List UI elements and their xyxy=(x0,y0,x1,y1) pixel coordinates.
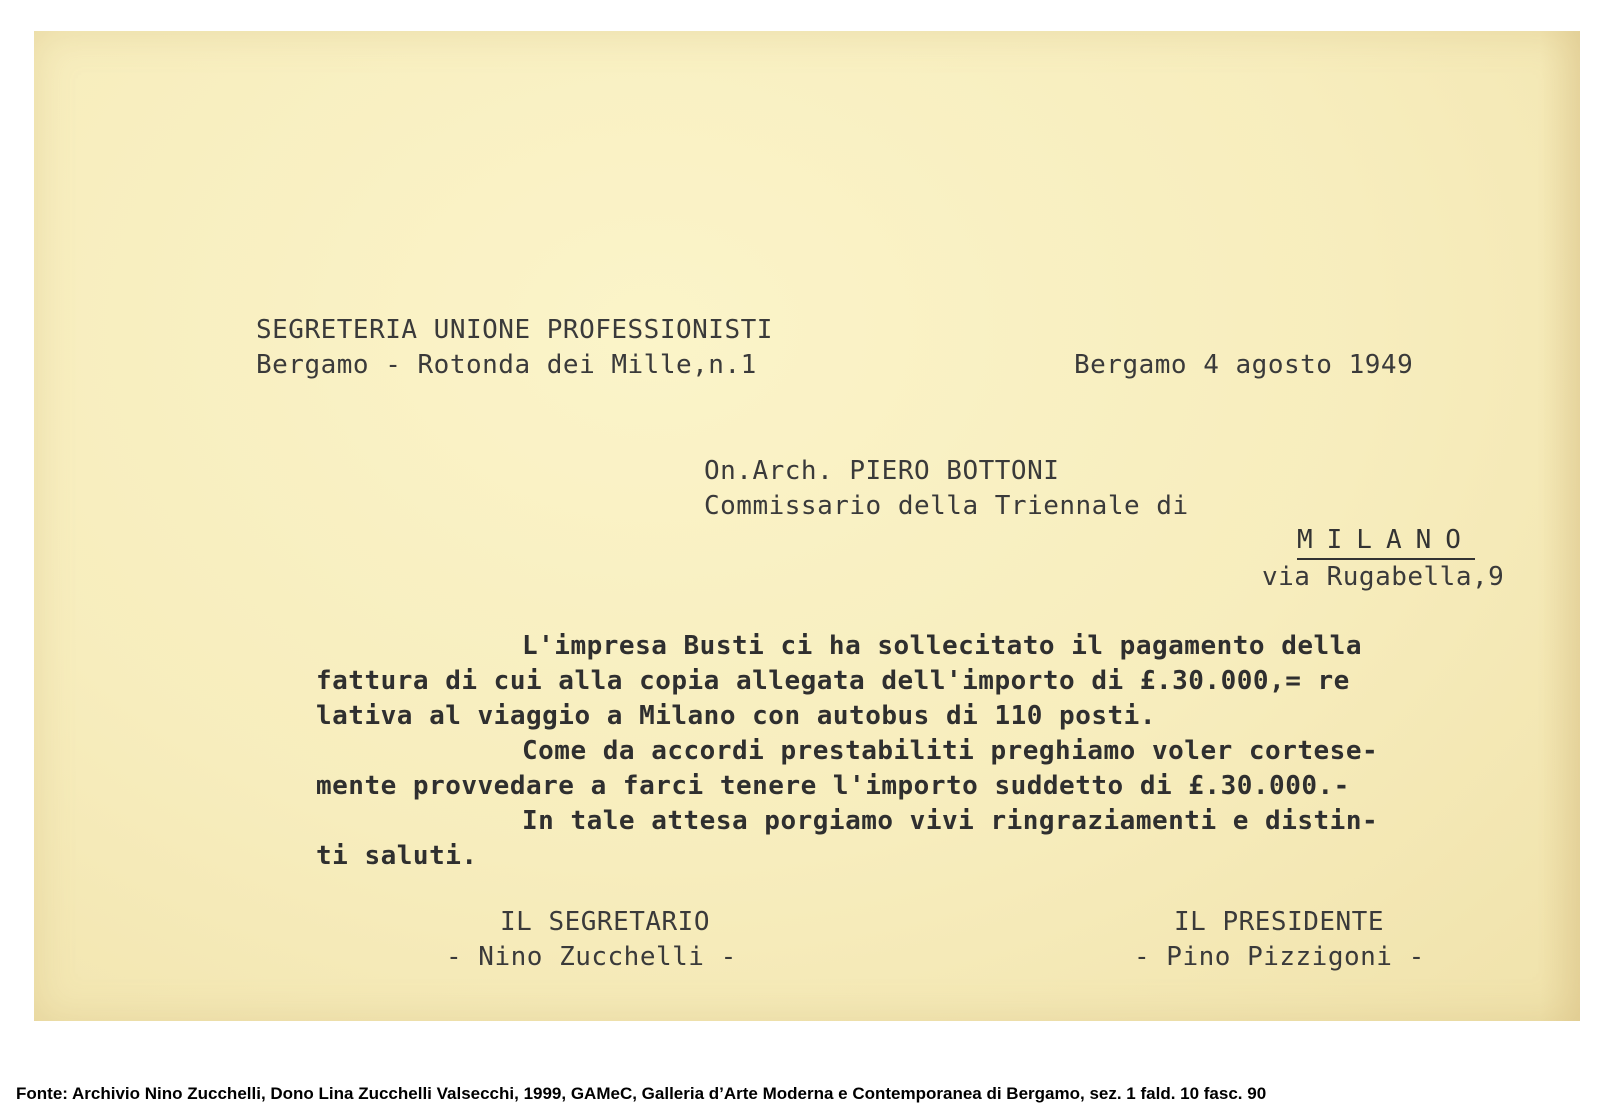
recipient-city: MILANO xyxy=(1297,522,1475,560)
letterhead-line-2: Bergamo - Rotonda dei Mille,n.1 xyxy=(256,350,757,380)
body-line-1: L'impresa Busti ci ha sollecitato il pagamento della xyxy=(522,631,1362,661)
letter-date: Bergamo 4 agosto 1949 xyxy=(1074,350,1414,380)
recipient-title: Commissario della Triennale di xyxy=(704,491,1189,521)
body-line-5: mente provvedare a farci tenere l'importo suddetto di £.30.000.- xyxy=(316,771,1350,801)
body-line-7: ti saluti. xyxy=(316,841,478,871)
signature-left-role: IL SEGRETARIO xyxy=(500,907,710,937)
source-caption: Fonte: Archivio Nino Zucchelli, Dono Lina Zucchelli Valsecchi, 1999, GAMeC, Galleria d’Arte Moderna e Contemporanea di Bergamo, sez. 1 fald. 10 fasc. 90 xyxy=(16,1084,1267,1103)
signature-right-name: - Pino Pizzigoni - xyxy=(1134,942,1425,972)
recipient-name: On.Arch. PIERO BOTTONI xyxy=(704,456,1060,486)
body-line-3: lativa al viaggio a Milano con autobus di 110 posti. xyxy=(316,701,1156,731)
signature-left-name: - Nino Zucchelli - xyxy=(446,942,737,972)
letterhead-line-1: SEGRETERIA UNIONE PROFESSIONISTI xyxy=(256,315,773,345)
signature-right-role: IL PRESIDENTE xyxy=(1174,907,1384,937)
body-line-2: fattura di cui alla copia allegata dell'importo di £.30.000,= re xyxy=(316,666,1350,696)
body-line-4: Come da accordi prestabiliti preghiamo voler cortese- xyxy=(522,736,1379,766)
body-line-6: In tale attesa porgiamo vivi ringraziamenti e distin- xyxy=(522,806,1379,836)
recipient-address: via Rugabella,9 xyxy=(1262,562,1505,592)
